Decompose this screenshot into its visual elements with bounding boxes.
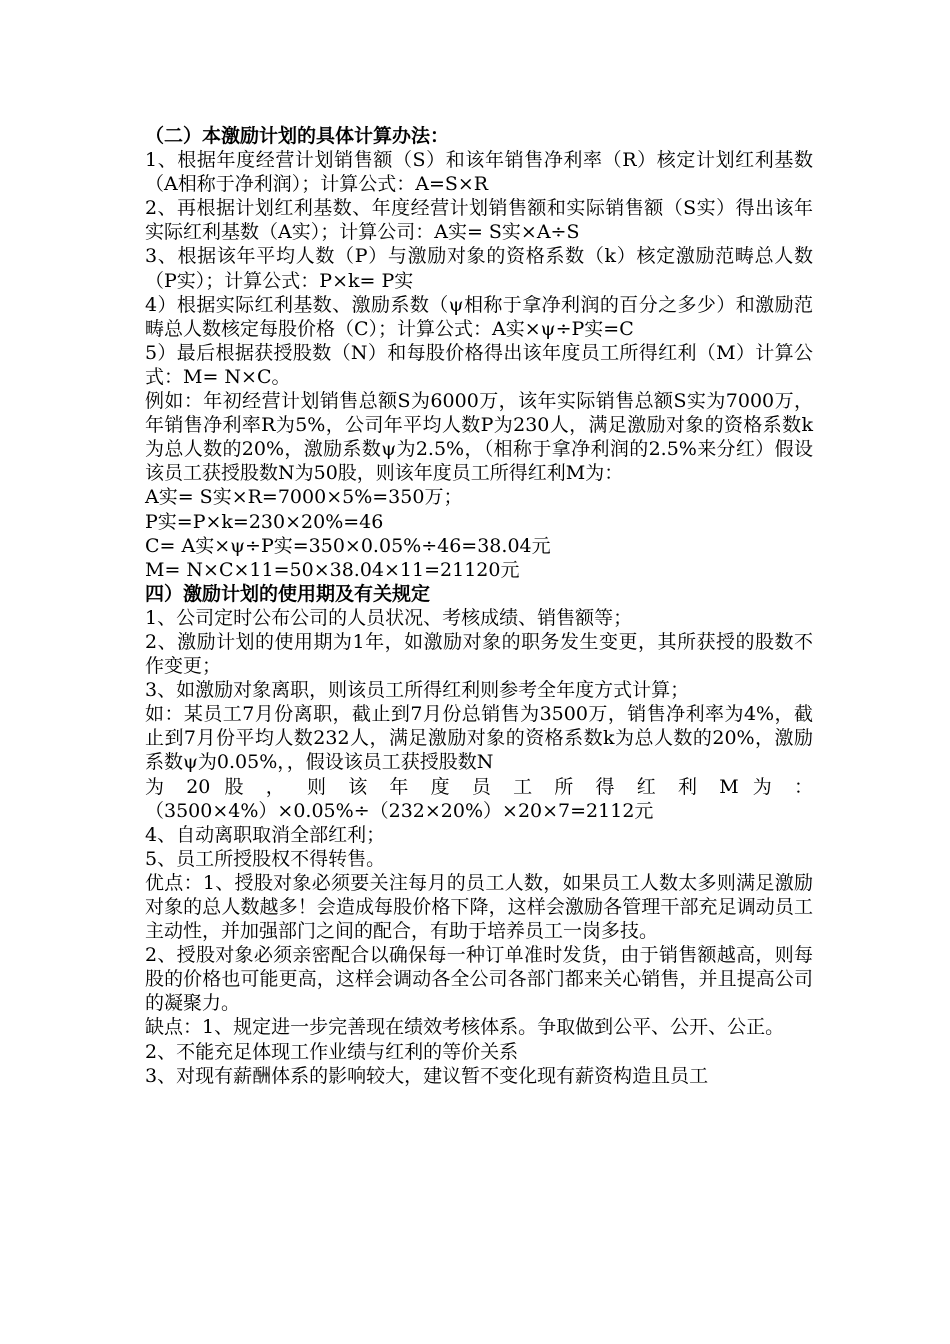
paragraph: 1、公司定时公布公司的人员状况、考核成绩、销售额等； <box>145 606 633 629</box>
document-body <box>145 124 813 1088</box>
paragraph: 缺点：1、规定进一步完善现在绩效考核体系。争取做到公平、公开、公正。 <box>145 1016 785 1039</box>
section-heading-rules: 四）激励计划的使用期及有关规定 <box>145 582 431 605</box>
paragraph: 3、如激励对象离职，则该员工所得红利则参考全年度方式计算； <box>145 679 690 702</box>
paragraph: 2、不能充足体现工作业绩与红利的等价关系 <box>145 1040 519 1063</box>
formula-line: M= N×C×11=50×38.04×11=21120元 <box>145 558 520 581</box>
paragraph: 5、员工所授股权不得转售。 <box>145 847 386 870</box>
paragraph: 如：某员工7月份离职，截止到7月份总销售为3500万，销售净利率为4%，截止到7月份平均人数232人，满足激励对象的资格系数k为总人数的20%，激励系数ψ为0.05%，，假设该员工获授股数N <box>145 703 813 774</box>
paragraph: 4）根据实际红利基数、激励系数（ψ相称于拿净利润的百分之多少）和激励范畴总人数核定每股价格（C）；计算公式：A实×ψ÷P实=C <box>145 293 813 340</box>
paragraph-spread: 为 20 股 ， 则 该 年 度 员 工 所 得 红 利 M 为 ： <box>145 775 813 798</box>
paragraph: 4、自动离职取消全部红利； <box>145 823 386 846</box>
paragraph: 2、激励计划的使用期为1年，如激励对象的职务发生变更，其所获授的股数不作变更； <box>145 630 813 678</box>
paragraph: 优点：1、授股对象必须要关注每月的员工人数，如果员工人数太多则满足激励对象的总人数越多！会造成每股价格下降，这样会激励各管理干部充足调动员工主动性，并加强部门之间的配合，有助于培养员工一岗多技。 <box>145 871 813 943</box>
paragraph: 2、再根据计划红利基数、年度经营计划销售额和实际销售额（S实）得出该年实际红利基数（A实）；计算公司：A实= S实×A÷S <box>145 197 813 244</box>
formula-line: P实=P×k=230×20%=46 <box>145 510 384 533</box>
paragraph: 2、授股对象必须亲密配合以确保每一种订单准时发货，由于销售额越高，则每股的价格也可能更高，这样会调动各全公司各部门都来关心销售，并且提高公司的凝聚力。 <box>145 944 813 1015</box>
paragraph: 例如：年初经营计划销售总额S为6000万，该年实际销售总额S实为7000万，年销售净利率R为5%，公司年平均人数P为230人，满足激励对象的资格系数k为总人数的20%，激励系数ψ为2.5%，（相称于拿净利润的2.5%来分红）假设该员工获授股数N为50股，则该年度员工所得红利M为： <box>145 390 813 485</box>
paragraph: 3、对现有薪酬体系的影响较大，建议暂不变化现有薪资构造且员工 <box>145 1064 709 1087</box>
paragraph: 1、根据年度经营计划销售额（S）和该年销售净利率（R）核定计划红利基数（A相称于净利润）；计算公式：A=S×R <box>145 149 813 196</box>
formula-line: （3500×4%）×0.05%÷（232×20%）×20×7=2112元 <box>145 799 654 822</box>
paragraph: 5）最后根据获授股数（N）和每股价格得出该年度员工所得红利（M）计算公式：M= N×C。 <box>145 341 813 388</box>
formula-line: C= A实×ψ÷P实=350×0.05%÷46=38.04元 <box>145 534 551 557</box>
section-heading-calc: （二）本激励计划的具体计算办法： <box>145 125 450 147</box>
formula-line: A实= S实×R=7000×5%=350万； <box>145 486 463 509</box>
paragraph: 3、根据该年平均人数（P）与激励对象的资格系数（k）核定激励范畴总人数（P实）；计算公式：P×k= P实 <box>145 245 813 292</box>
